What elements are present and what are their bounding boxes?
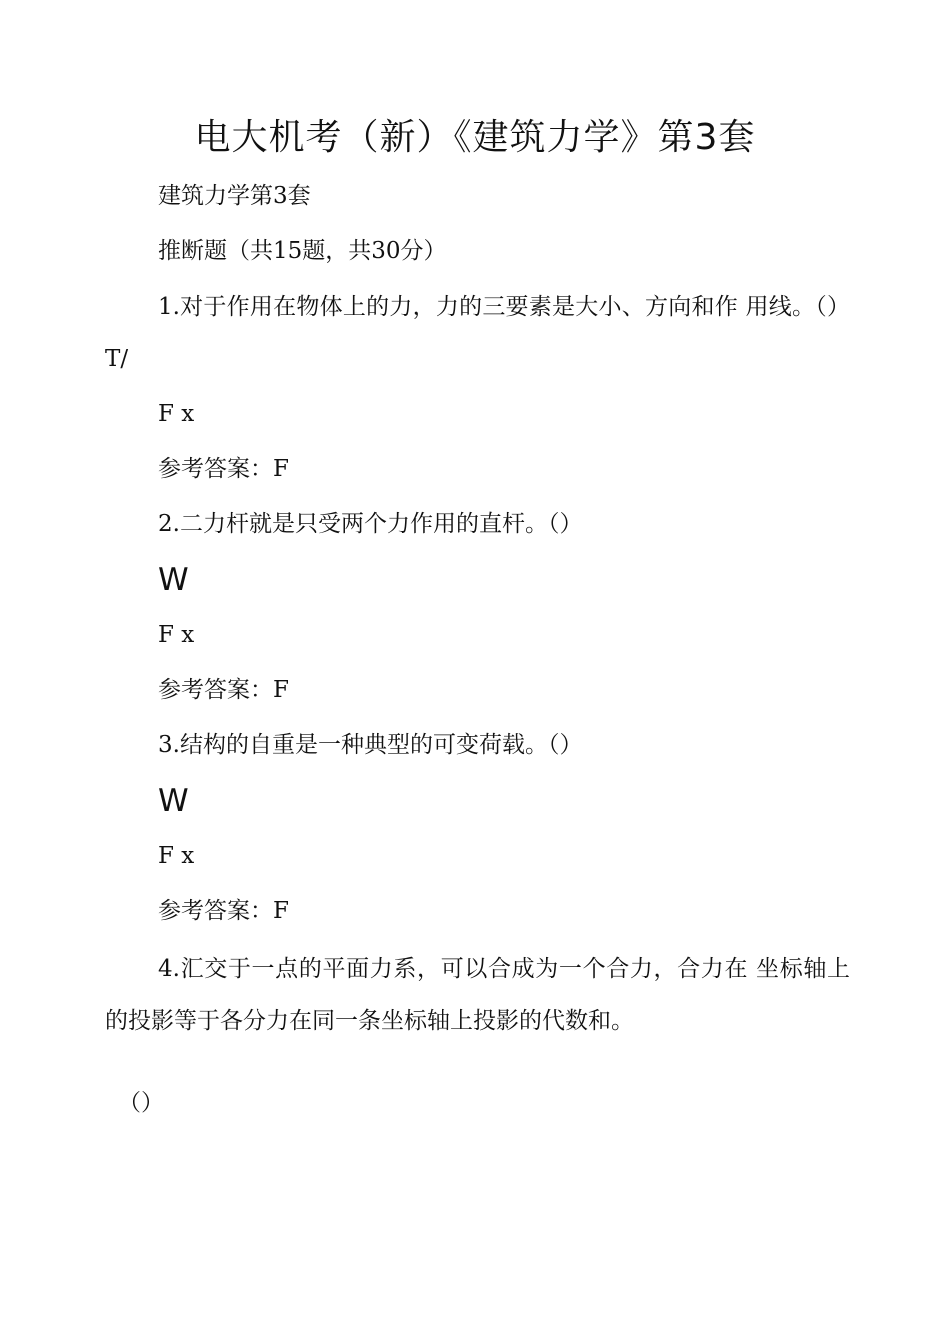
section-heading: 推断题（共15题，共30分） bbox=[158, 238, 447, 264]
question-3-text: 3.结构的自重是一种典型的可变荷载。（） bbox=[158, 732, 583, 758]
question-1-choice: F x bbox=[158, 401, 195, 427]
question-1-text: 1.对于作用在物体上的力，力的三要素是大小、方向和作 用线。（）T/ bbox=[105, 294, 850, 372]
question-2-mark: W bbox=[158, 562, 189, 598]
question-2-text: 2.二力杆就是只受两个力作用的直杆。（） bbox=[158, 511, 583, 537]
question-2-answer: 参考答案：F bbox=[158, 677, 289, 703]
question-4-paren: （） bbox=[118, 1090, 164, 1116]
question-4-text: 4.汇交于一点的平面力系，可以合成为一个合力，合力在 坐标轴上的投影等于各分力在同一条坐标轴上投影的代数和。 bbox=[105, 956, 850, 1034]
question-3-answer: 参考答案：F bbox=[158, 898, 289, 924]
question-3-choice: F x bbox=[158, 843, 195, 869]
document-subtitle: 建筑力学第3套 bbox=[158, 183, 311, 209]
question-2-choice: F x bbox=[158, 622, 195, 648]
question-3-mark: W bbox=[158, 783, 189, 819]
question-1-answer: 参考答案：F bbox=[158, 456, 289, 482]
document-title: 电大机考（新）《建筑力学》第3套 bbox=[194, 117, 756, 158]
